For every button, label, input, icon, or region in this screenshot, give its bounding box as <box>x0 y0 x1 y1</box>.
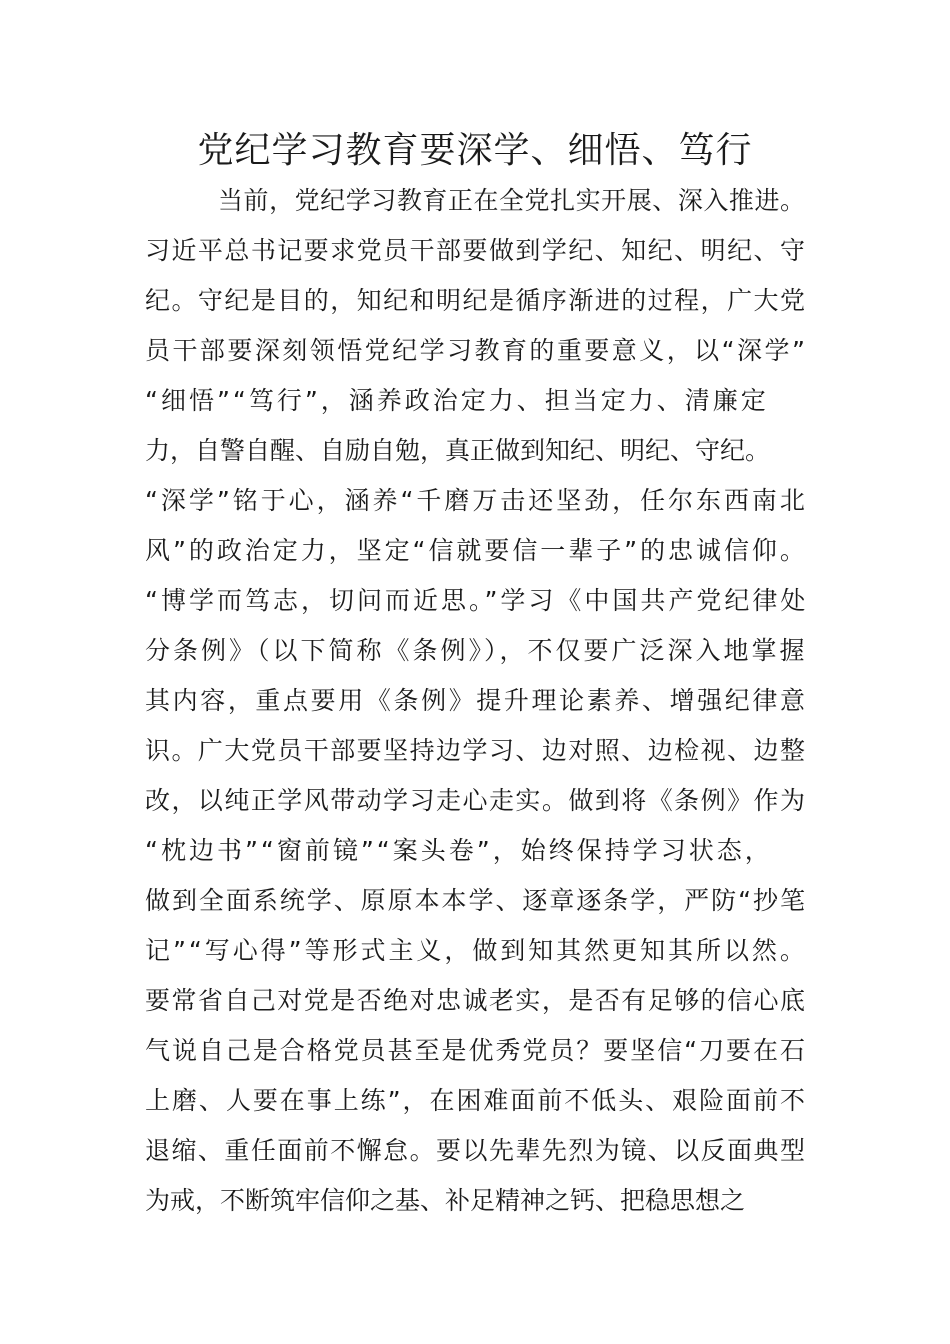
body-line-19: 上磨、人要在事上练”，在困难面前不低头、艰险面前不 <box>145 1086 807 1115</box>
body-line-2: 习近平总书记要求党员干部要做到学纪、知纪、明纪、守 <box>145 236 807 265</box>
body-line-21: 为戒，不断筑牢信仰之基、补足精神之钙、把稳思想之 <box>145 1186 746 1215</box>
body-line-15: 做到全面系统学、原原本本学、逐章逐条学，严防“抄笔 <box>145 886 807 915</box>
body-line-10: 分条例》（以下简称《条例》），不仅要广泛深入地掌握 <box>145 636 808 665</box>
body-line-16: 记”“写心得”等形式主义，做到知其然更知其所以然。 <box>145 936 808 965</box>
body-line-3: 纪。守纪是目的，知纪和明纪是循序渐进的过程，广大党 <box>145 286 807 315</box>
body-line-20: 退缩、重任面前不懈怠。要以先辈先烈为镜、以反面典型 <box>145 1136 807 1165</box>
body-line-4: 员干部要深刻领悟党纪学习教育的重要意义，以“深学” <box>145 336 808 365</box>
body-line-13: 改，以纯正学风带动学习走心走实。做到将《条例》作为 <box>145 786 807 815</box>
body-line-11: 其内容，重点要用《条例》提升理论素养、增强纪律意 <box>145 686 808 715</box>
body-line-8: 风”的政治定力，坚定“信就要信一辈子”的忠诚信仰。 <box>145 536 808 565</box>
body-line-6: 力，自警自醒、自励自勉，真正做到知纪、明纪、守纪。 <box>145 436 771 465</box>
body-line-5: “细悟”“笃行”，涵养政治定力、担当定力、清廉定 <box>145 386 769 415</box>
body-line-9: “博学而笃志，切问而近思。”学习《中国共产党纪律处 <box>145 586 809 615</box>
document-title: 党纪学习教育要深学、细悟、笃行 <box>197 130 753 171</box>
body-line-7: “深学”铭于心，涵养“千磨万击还坚劲，任尔东西南北 <box>145 486 808 515</box>
body-line-18: 气说自己是合格党员甚至是优秀党员？要坚信“刀要在石 <box>145 1036 807 1065</box>
body-line-17: 要常省自己对党是否绝对忠诚老实，是否有足够的信心底 <box>145 986 807 1015</box>
body-line-1: 当前，党纪学习教育正在全党扎实开展、深入推进。 <box>218 186 806 215</box>
body-line-14: “枕边书”“窗前镜”“案头卷”，始终保持学习状态， <box>145 836 773 865</box>
body-line-12: 识。广大党员干部要坚持边学习、边对照、边检视、边整 <box>145 736 807 765</box>
